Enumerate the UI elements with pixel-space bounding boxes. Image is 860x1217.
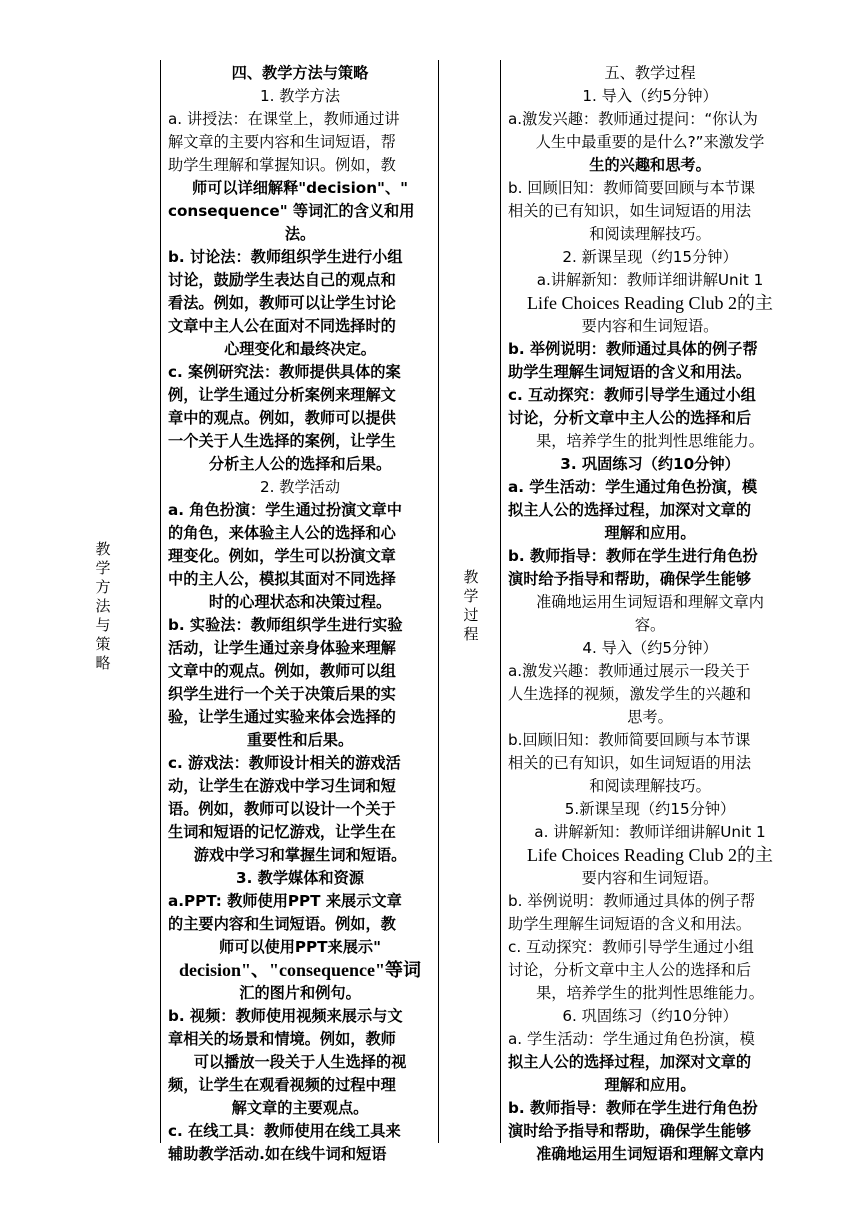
- text-line: 要内容和生词短语。: [581, 869, 719, 887]
- text-line: 相关的已有知识，如生词短语的用法: [508, 754, 751, 772]
- text-line: 要内容和生词短语。: [581, 317, 719, 335]
- section-label-char: 学: [463, 587, 479, 605]
- section-label-char: 教: [463, 568, 479, 586]
- text-line: Life Choices Reading Club 2的主: [527, 845, 773, 865]
- text-line: 时的心理状态和决策过程。: [208, 593, 392, 611]
- text-line: 织学生进行一个关于决策后果的实: [168, 685, 396, 703]
- text-line: a.讲解新知：教师详细讲解Unit 1: [536, 271, 764, 289]
- text-line: 准确地运用生词短语和理解文章内: [536, 593, 764, 611]
- text-line: 人生选择的视频，激发学生的兴趣和: [508, 685, 751, 703]
- column-divider-3: [500, 60, 501, 1143]
- text-line: 解文章的主要内容和生词短语，帮: [168, 133, 396, 151]
- text-line: 心理变化和最终决定。: [224, 340, 376, 358]
- text-line: 6. 巩固练习（约10分钟）: [562, 1007, 738, 1025]
- text-line: a.激发兴趣：教师通过展示一段关于: [508, 662, 750, 680]
- text-line: 人生中最重要的是什么?”来激发学: [535, 133, 765, 151]
- section-label-char: 过: [463, 606, 479, 624]
- text-line: 看法。例如，教师可以让学生讨论: [168, 294, 396, 312]
- text-line: b.回顾旧知：教师简要回顾与本节课: [508, 731, 751, 749]
- text-line: 中的主人公，模拟其面对不同选择: [168, 570, 396, 588]
- text-line: 频，让学生在观看视频的过程中理: [168, 1076, 396, 1094]
- text-line: 师可以使用PPT来展示": [218, 938, 382, 956]
- text-line: 重要性和后果。: [246, 731, 354, 749]
- text-line: c. 案例研究法：教师提供具体的案: [168, 363, 401, 381]
- text-line: 助学生理解生词短语的含义和用法。: [508, 915, 751, 933]
- text-line: 语。例如，教师可以设计一个关于: [168, 800, 396, 818]
- text-line: 助学生理解和掌握知识。例如，教: [168, 156, 396, 174]
- text-line: 思考。: [627, 708, 673, 726]
- text-line: a. 角色扮演：学生通过扮演文章中: [168, 501, 402, 519]
- text-line: 验，让学生通过实验来体会选择的: [168, 708, 396, 726]
- column-divider-2: [438, 60, 439, 1143]
- text-line: a. 讲授法：在课堂上，教师通过讲: [168, 110, 400, 128]
- text-line: 和阅读理解技巧。: [589, 225, 711, 243]
- text-line: c. 互动探究：教师引导学生通过小组: [508, 386, 756, 404]
- text-line: 章相关的场景和情境。例如，教师: [168, 1030, 396, 1048]
- text-line: 理变化。例如，学生可以扮演文章: [168, 547, 396, 565]
- text-line: 理解和应用。: [604, 524, 696, 542]
- section-label-char: 教: [95, 540, 111, 558]
- text-line: 辅助教学活动.如在线牛词和短语: [168, 1145, 387, 1163]
- text-line: c. 在线工具：教师使用在线工具来: [168, 1122, 401, 1140]
- teaching-methods-column: [168, 62, 432, 1166]
- text-line: 分析主人公的选择和后果。: [208, 455, 392, 473]
- text-line: 动，让学生在游戏中学习生词和短: [168, 777, 396, 795]
- text-line: 1. 导入（约5分钟）: [582, 87, 718, 105]
- text-line: 3. 巩固练习（约10分钟）: [560, 455, 740, 473]
- text-line: 可以播放一段关于人生选择的视: [193, 1053, 407, 1071]
- text-line: a. 学生活动：学生通过角色扮演，模: [508, 1030, 755, 1048]
- section-label-char: 方: [95, 578, 111, 596]
- text-line: 例，让学生通过分析案例来理解文: [168, 386, 396, 404]
- text-line: 2. 新课呈现（约15分钟）: [562, 248, 738, 266]
- text-line: b. 实验法：教师组织学生进行实验: [168, 616, 403, 634]
- text-line: 果，培养学生的批判性思维能力。: [536, 432, 764, 450]
- text-line: 解文章的主要观点。: [231, 1099, 369, 1117]
- text-line: b. 讨论法：教师组织学生进行小组: [168, 248, 403, 266]
- text-line: 和阅读理解技巧。: [589, 777, 711, 795]
- text-line: b. 回顾旧知：教师简要回顾与本节课: [508, 179, 756, 197]
- section-label-char: 与: [95, 616, 111, 634]
- text-line: 五、教学过程: [604, 64, 696, 82]
- teaching-process-column: [508, 62, 792, 1166]
- text-line: 容。: [634, 616, 666, 634]
- text-line: b. 视频：教师使用视频来展示与文: [168, 1007, 403, 1025]
- text-line: 讨论，分析文章中主人公的选择和后: [508, 409, 751, 427]
- section-label-char: 程: [463, 625, 479, 643]
- text-line: 文章中主人公在面对不同选择时的: [168, 317, 396, 335]
- text-line: 文章中的观点。例如，教师可以组: [168, 662, 396, 680]
- text-line: 1. 教学方法: [259, 87, 341, 105]
- text-line: 4. 导入（约5分钟）: [582, 639, 718, 657]
- text-line: 活动，让学生通过亲身体验来理解: [168, 639, 396, 657]
- text-line: 讨论，鼓励学生表达自己的观点和: [168, 271, 396, 289]
- text-line: c. 互动探究：教师引导学生通过小组: [508, 938, 754, 956]
- text-line: 3. 教学媒体和资源: [236, 869, 364, 887]
- text-line: 汇的图片和例句。: [239, 984, 361, 1002]
- text-line: 一个关于人生选择的案例，让学生: [168, 432, 396, 450]
- text-line: Life Choices Reading Club 2的主: [527, 293, 773, 313]
- text-line: 准确地运用生词短语和理解文章内: [536, 1145, 764, 1163]
- section-label-teaching-methods: [94, 540, 112, 673]
- text-line: a.PPT: 教师使用PPT 来展示文章: [168, 892, 402, 910]
- text-line: 讨论，分析文章中主人公的选择和后: [508, 961, 751, 979]
- text-line: 2. 教学活动: [259, 478, 341, 496]
- text-line: 果，培养学生的批判性思维能力。: [536, 984, 764, 1002]
- section-label-char: 策: [95, 635, 111, 653]
- text-line: 四、教学方法与策略: [231, 64, 369, 82]
- text-line: b. 举例说明：教师通过具体的例子帮: [508, 340, 758, 358]
- text-line: a. 讲解新知：教师详细讲解Unit 1: [534, 823, 766, 841]
- text-line: a.激发兴趣：教师通过提问：“你认为: [508, 110, 758, 128]
- text-line: 5.新课呈现（约15分钟）: [564, 800, 736, 818]
- text-line: 章中的观点。例如，教师可以提供: [168, 409, 396, 427]
- text-line: c. 游戏法：教师设计相关的游戏活: [168, 754, 401, 772]
- text-line: 师可以详细解释"decision"、": [191, 179, 409, 197]
- text-line: decision"、"consequence"等词: [179, 960, 421, 980]
- text-line: 拟主人公的选择过程，加深对文章的: [508, 501, 751, 519]
- text-line: 的角色，来体验主人公的选择和心: [168, 524, 396, 542]
- text-line: 生的兴趣和思考。: [589, 156, 711, 174]
- text-line: b. 教师指导：教师在学生进行角色扮: [508, 1099, 758, 1117]
- text-line: b. 教师指导：教师在学生进行角色扮: [508, 547, 758, 565]
- text-line: b. 举例说明：教师通过具体的例子帮: [508, 892, 756, 910]
- text-line: 理解和应用。: [604, 1076, 696, 1094]
- text-line: consequence" 等词汇的含义和用: [168, 202, 415, 220]
- section-label-char: 略: [95, 654, 111, 672]
- text-line: 演时给予指导和帮助，确保学生能够: [508, 1122, 751, 1140]
- column-divider-1: [160, 60, 161, 1143]
- text-line: 生词和短语的记忆游戏，让学生在: [168, 823, 396, 841]
- text-line: 游戏中学习和掌握生词和短语。: [193, 846, 407, 864]
- text-line: a. 学生活动：学生通过角色扮演，模: [508, 478, 758, 496]
- text-line: 的主要内容和生词短语。例如，教: [168, 915, 396, 933]
- text-line: 法。: [284, 225, 316, 243]
- text-line: 拟主人公的选择过程，加深对文章的: [508, 1053, 751, 1071]
- section-label-char: 学: [95, 559, 111, 577]
- section-label-char: 法: [95, 597, 111, 615]
- text-line: 助学生理解生词短语的含义和用法。: [508, 363, 751, 381]
- text-line: 演时给予指导和帮助，确保学生能够: [508, 570, 751, 588]
- section-label-teaching-process: [462, 568, 480, 644]
- text-line: 相关的已有知识，如生词短语的用法: [508, 202, 751, 220]
